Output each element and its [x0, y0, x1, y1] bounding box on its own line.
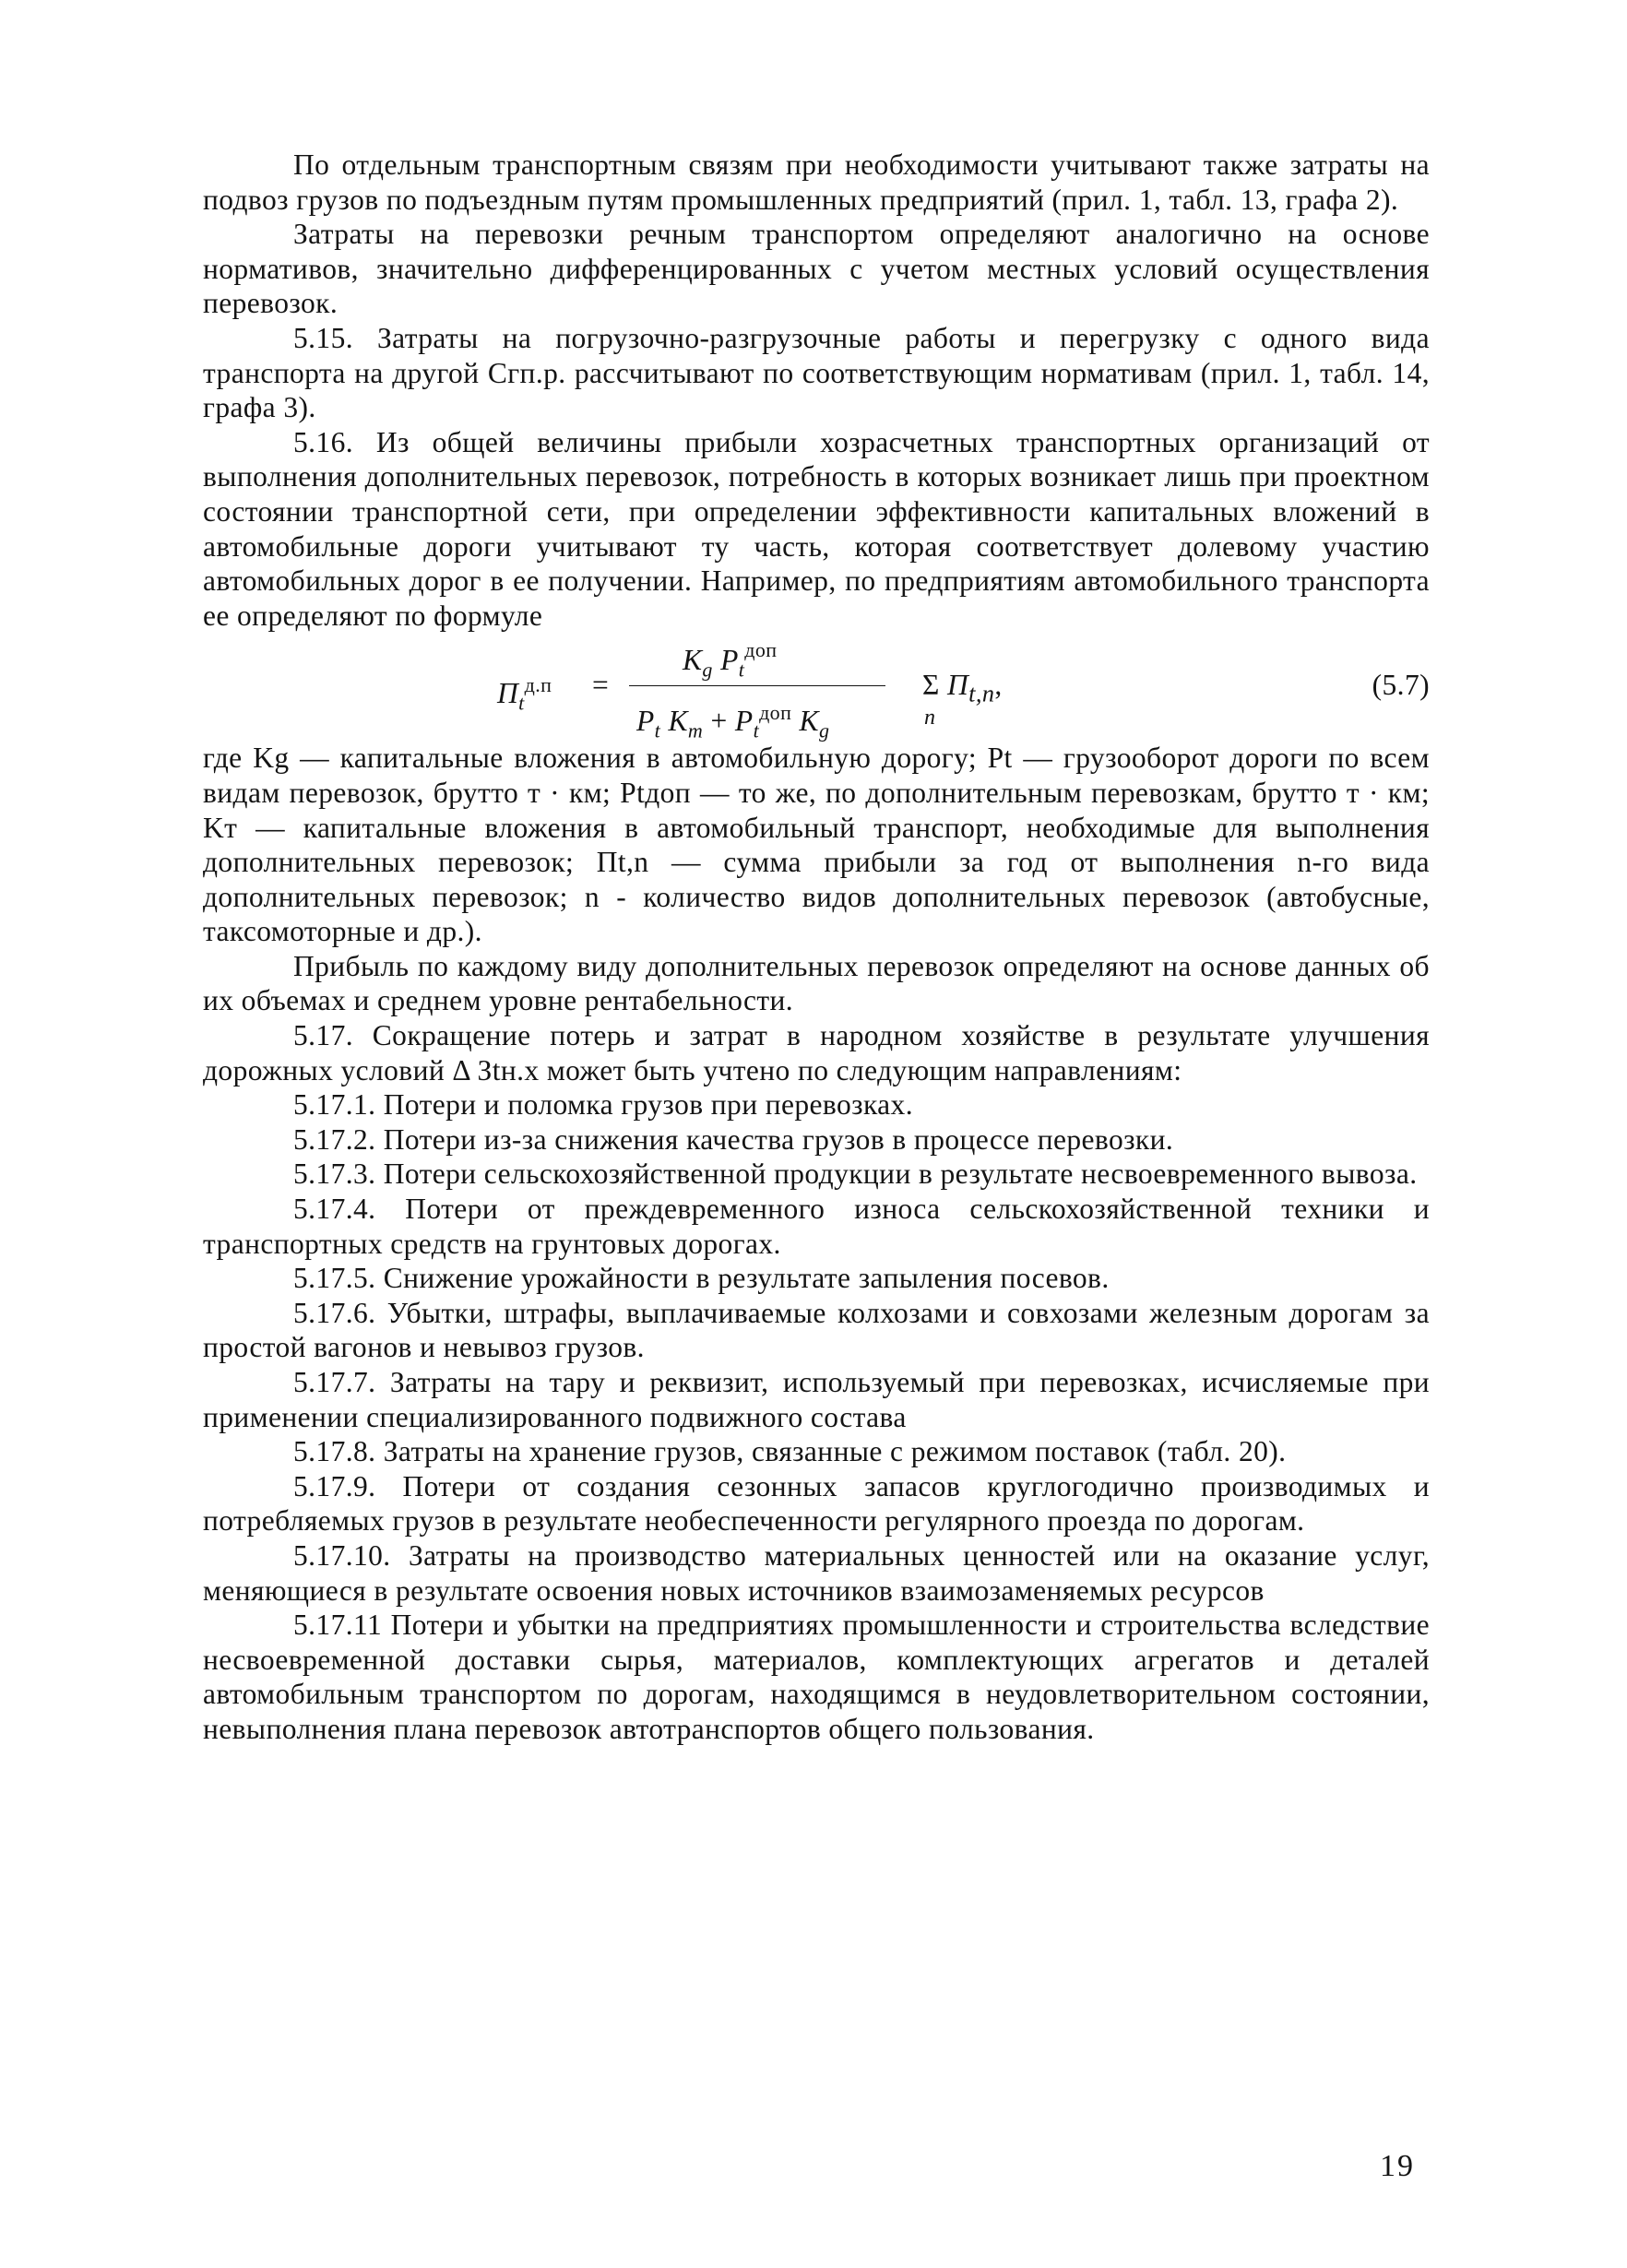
- paragraph-5-16: 5.16. Из общей величины прибыли хозрасчетных транспортных организаций от выполнения дополнительных перевозок, потребность в которых возникает лишь при проектном состоянии транспортной сети, при определении эффективности капитальных вложений в автомобильные дороги учитывают ту часть, которая соответствует долевому участию автомобильных дорог в ее получении. Например, по предприятиям автомобильного транспорта ее определяют по формуле: [203, 425, 1430, 632]
- list-item: 5.17.4. Потери от преждевременного износа сельскохозяйственной техники и транспортных средств на грунтовых дорогах.: [203, 1193, 1430, 1260]
- list-item: 5.17.1. Потери и поломка грузов при перевозках.: [293, 1088, 913, 1122]
- paragraph: Затраты на перевозки речным транспортом определяют аналогично на основе нормативов, значительно дифференцированных с учетом местных условий осуществления перевозок.: [203, 218, 1430, 320]
- formula-sum-index: n: [924, 706, 936, 730]
- body-text: [203, 148, 1430, 1747]
- list-item: 5.17.7. Затраты на тару и реквизит, используемый при перевозках, исчисляемые при применении специализированного подвижного состава: [203, 1366, 1430, 1433]
- list-item: 5.17.3. Потери сельскохозяйственной продукции в результате несвоевременного вывоза.: [293, 1158, 1418, 1191]
- paragraph: По отдельным транспортным связям при необходимости учитывают также затраты на подвоз грузов по подъездным путям промышленных предприятий (прил. 1, табл. 13, графа 2).: [203, 148, 1430, 216]
- formula-legend: где Kg — капитальные вложения в автомобильную дорогу; Pt — грузооборот дороги по всем видам перевозок, брутто т · км; Ptдоп — то же, по дополнительным перевозкам, брутто т · км; Kт — капитальные вложения в автомобильный транспорт, необходимые для выполнения дополнительных перевозок; Пt,n — сумма прибыли за год от выполнения n-го вида дополнительных перевозок; n - количество видов дополнительных перевозок (автобусные, таксомоторные и др.).: [203, 742, 1430, 948]
- list-item: 5.17.11 Потери и убытки на предприятиях промышленности и строительства вследствие несвоевременной доставки сырья, материалов, комплектующих агрегатов и деталей автомобильным транспортом по дорогам, находящимся в неудовлетворительном состоянии, невыполнения плана перевозок автотранспортов общего пользования.: [203, 1609, 1430, 1745]
- formula-equals: =: [592, 669, 610, 702]
- page-number: 19: [1380, 2149, 1415, 2183]
- list-item: 5.17.9. Потери от создания сезонных запасов круглогодично производимых и потребляемых грузов в результате необеспеченности регулярного проезда по дорогам.: [203, 1469, 1430, 1538]
- paragraph: Прибыль по каждому виду дополнительных перевозок определяют на основе данных об их объемах и среднем уровне рентабельности.: [203, 949, 1430, 1017]
- list-item: 5.17.8. Затраты на хранение грузов, связанные с режимом поставок (табл. 20).: [293, 1435, 1287, 1468]
- formula-number: (5.7): [1372, 669, 1430, 702]
- fraction-bar: [629, 685, 885, 686]
- paragraph-5-17: 5.17. Сокращение потерь и затрат в народном хозяйстве в результате улучшения дорожных условий Δ Зtн.х может быть учтено по следующим направлениям:: [203, 1019, 1430, 1087]
- paragraph-5-15: 5.15. Затраты на погрузочно-разгрузочные работы и перегрузку с одного вида транспорта на другой Cгп.р. рассчитывают по соответствующим нормативам (прил. 1, табл. 14, графа 3).: [203, 321, 1430, 424]
- formula-lhs: $П_t^{д.п}$: [497, 673, 552, 715]
- list-item: 5.17.10. Затраты на производство материальных ценностей или на оказание услуг, меняющиеся в результате освоения новых источников взаимозаменяемых ресурсов: [203, 1538, 1430, 1607]
- list-item: 5.17.5. Снижение урожайности в результате запыления посевов.: [293, 1262, 1110, 1295]
- formula-sum: Σ $П_{t,n}$,: [922, 669, 1003, 707]
- formula-denominator: $P_t$ $K_т + P_t^{доп}$ $K_g$: [636, 701, 830, 742]
- list-item: 5.17.6. Убытки, штрафы, выплачиваемые колхозами и совхозами железным дорогам за простой вагонов и невывоз грузов.: [203, 1296, 1430, 1364]
- formula-5-7: [203, 633, 1430, 741]
- formula-numerator: $K_g$ $P_t^{доп}$: [683, 638, 778, 682]
- list-item: 5.17.2. Потери из-за снижения качества грузов в процессе перевозки.: [293, 1122, 1174, 1156]
